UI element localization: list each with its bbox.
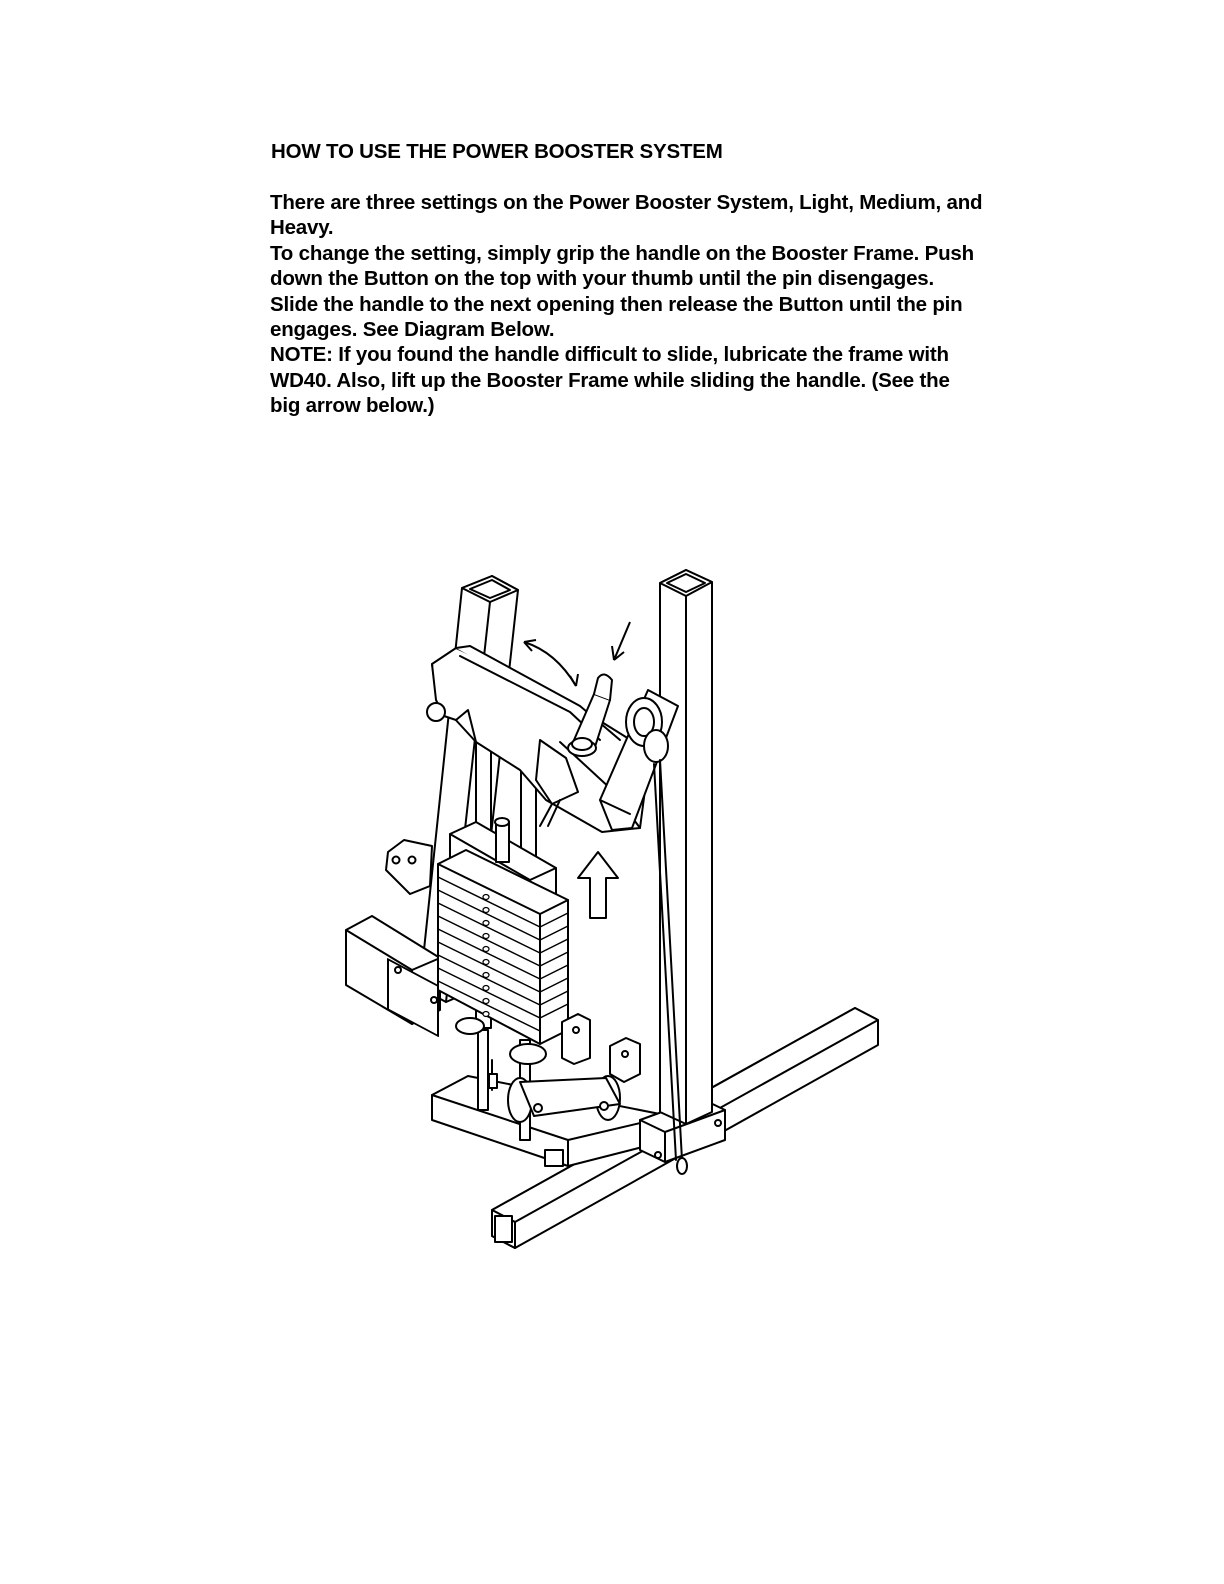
weight-stack bbox=[438, 818, 568, 1044]
instruction-line-7: NOTE: If you found the handle difficult to slide, lubricate the frame with bbox=[270, 343, 949, 367]
diagram-svg bbox=[330, 560, 890, 1260]
left-bracket bbox=[386, 840, 432, 894]
instruction-line-6: engages. See Diagram Below. bbox=[270, 318, 555, 342]
instruction-line-1: There are three settings on the Power Booster System, Light, Medium, and bbox=[270, 191, 983, 214]
button-pointer-arrow-icon bbox=[612, 622, 630, 660]
instruction-line-2: Heavy. bbox=[270, 216, 334, 240]
instruction-line-9: big arrow below.) bbox=[270, 394, 435, 418]
lift-up-arrow-icon bbox=[578, 852, 618, 918]
instruction-line-5: Slide the handle to the next opening then release the Button until the pin bbox=[270, 292, 963, 316]
instruction-line-8: WD40. Also, lift up the Booster Frame while sliding the handle. (See the bbox=[270, 368, 950, 392]
page-heading: HOW TO USE THE POWER BOOSTER SYSTEM bbox=[271, 140, 723, 163]
main-upright bbox=[660, 570, 712, 1124]
instruction-line-4: down the Button on the top with your thumb until the pin disengages. bbox=[270, 267, 934, 291]
instruction-line-3: To change the setting, simply grip the handle on the Booster Frame. Push bbox=[270, 241, 974, 265]
instructions-text bbox=[270, 190, 1030, 419]
power-booster-diagram bbox=[330, 560, 890, 1260]
